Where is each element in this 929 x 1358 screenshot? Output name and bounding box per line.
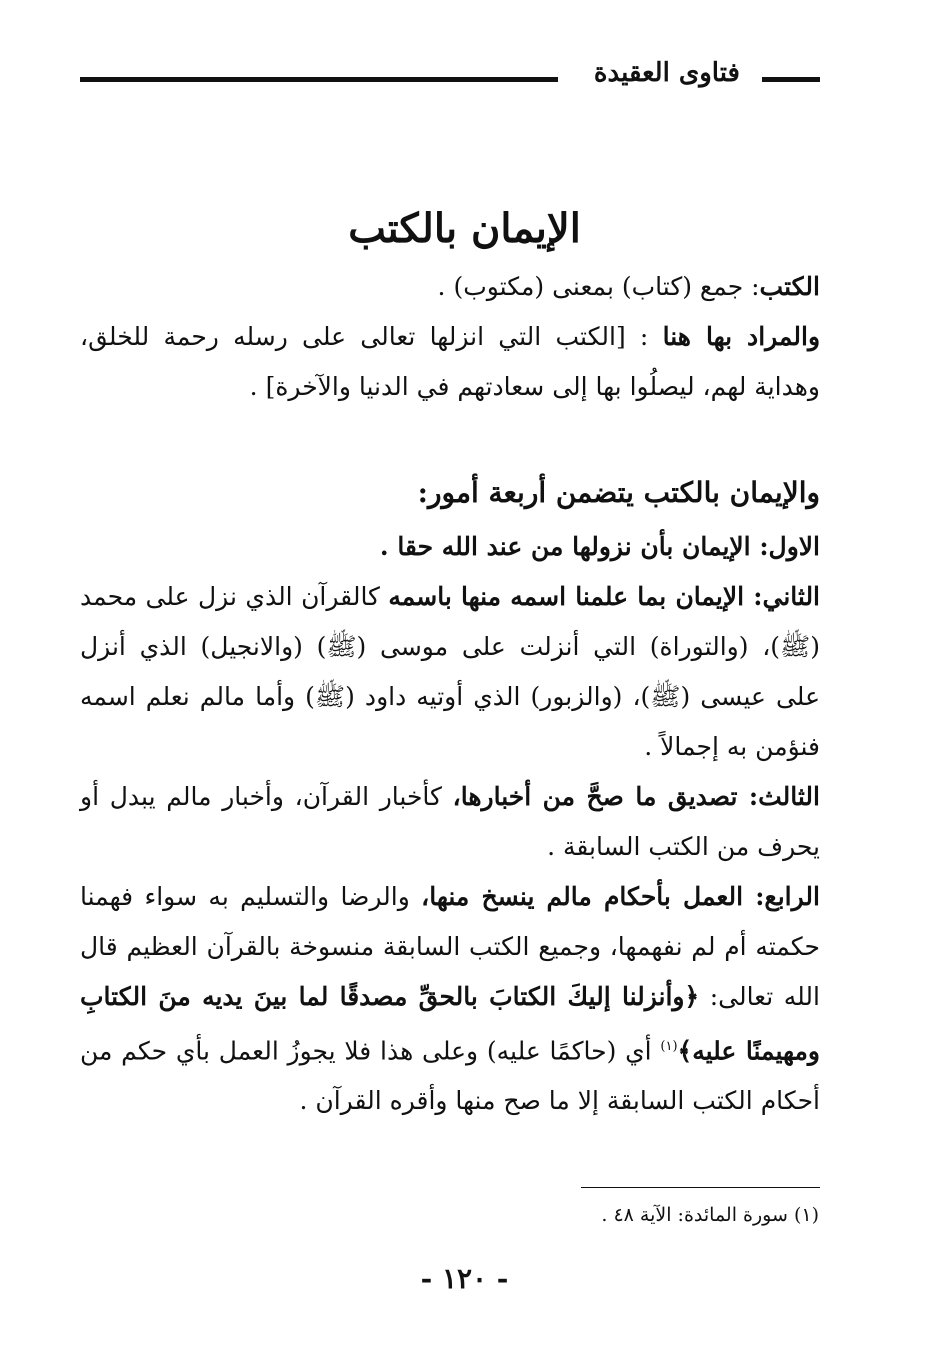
definition-text: : جمع (كتاب) بمعنى (مكتوب) . [437, 272, 760, 301]
page-number: - ١٢٠ - [420, 1262, 509, 1295]
running-header [80, 56, 820, 96]
item-separator: : [743, 882, 765, 911]
item-label: الثاني [762, 582, 821, 611]
definition-term: الكتب [759, 272, 820, 301]
meaning-paragraph [80, 312, 820, 412]
quran-verse: ﴿وأنزلنا إليكَ الكتابَ بالحقِّ مصدقًا لما بينَ يديه منَ الكتابِ ومهيمنًا عليه﴾ [80, 982, 821, 1066]
item-bold-text: الإيمان بأن نزولها من عند الله حقا . [379, 532, 751, 561]
section-spacer [80, 412, 820, 468]
item-text: كأخبار القرآن، وأخبار مالم يبدل أو يحرف من الكتب السابقة . [80, 782, 820, 861]
footnote-reference[interactable]: (١) [660, 1039, 678, 1054]
item-separator: : [737, 782, 759, 811]
footnote-divider [581, 1187, 820, 1188]
item-separator: : [744, 582, 763, 611]
item-second [80, 572, 820, 772]
page-title: الإيمان بالكتب [348, 205, 581, 252]
definition-paragraph [80, 262, 820, 312]
main-content [80, 262, 820, 1126]
item-first [80, 522, 820, 572]
footnote: (١) سورة المائدة: الآية ٤٨ . [601, 1204, 819, 1226]
header-title: فتاوى العقيدة [593, 58, 740, 88]
item-third [80, 772, 820, 872]
item-text: كالقرآن الذي نزل على محمد (ﷺ)، (والتوراة) التي أنزلت على موسى (ﷺ) (والانجيل) الذي أنزل على عيسى (ﷺ)، (والزبور) الذي أوتيه داود (ﷺ) وأما مالم نعلم اسمه فنؤمن به إجمالاً . [80, 582, 820, 761]
meaning-text: : [الكتب التي انزلها تعالى على رسله رحمة للخلق، وهداية لهم، ليصلُوا بها إلى سعادتهم في الدنيا والآخرة] . [80, 322, 820, 401]
item-bold-text: تصديق ما صحَّ من أخبارها، [452, 782, 738, 811]
item-label: الثالث [758, 782, 820, 811]
item-label: الاول [768, 532, 820, 561]
section-heading: والإيمان بالكتب يتضمن أربعة أمور: [417, 476, 820, 509]
header-rule-left [80, 77, 558, 82]
item-bold-text: العمل بأحكام مالم ينسخ منها، [421, 882, 744, 911]
item-bold-text: الإيمان بما علمنا اسمه منها باسمه [388, 582, 745, 611]
meaning-label: والمراد بها هنا [662, 322, 821, 351]
item-separator: : [750, 532, 769, 561]
item-label: الرابع [764, 882, 820, 911]
item-fourth [80, 872, 820, 1126]
item-text: والرضا والتسليم به سواء فهمنا حكمته أم لم نفهمها، وجميع الكتب السابقة منسوخة بالقرآن العظيم قال الله تعالى: [80, 882, 820, 1011]
item-text-after: أي (حاكمًا عليه) وعلى هذا فلا يجوزُ العمل بأي حكم من أحكام الكتب السابقة إلا ما صح منها وأقره القرآن . [80, 1036, 820, 1116]
header-rule-right [762, 77, 820, 82]
